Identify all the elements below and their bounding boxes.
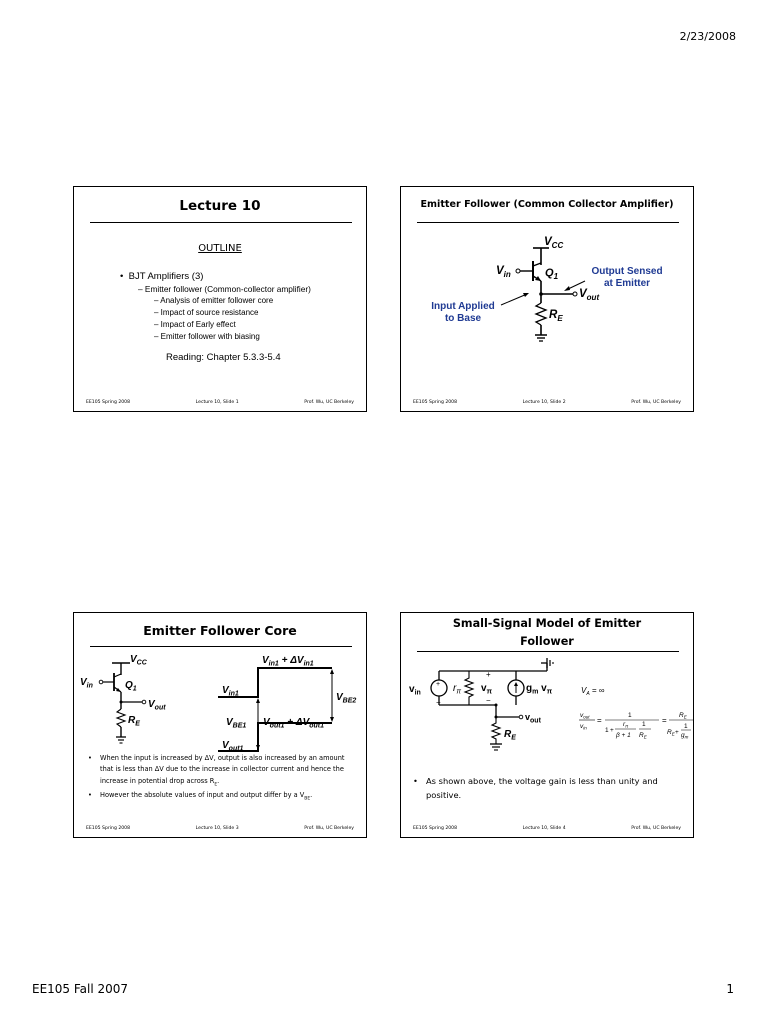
re-label: R [128,715,136,726]
page-number: 1 [726,982,734,996]
slide-title: Lecture 10 [179,198,261,214]
input-note-line1: Input Applied [431,301,495,312]
slide-title: Emitter Follower (Common Collector Amplifier) [420,199,674,210]
vout1-label: $V_{out1}$ [222,740,244,753]
bullet: • BJT Amplifiers (3) [120,271,204,282]
vpi-plus: + [486,670,491,679]
svg-text:RE: $R_E$ [549,309,563,323]
svg-text:Q1: $Q_1$ [545,267,559,281]
vin-label: $v_{in}$ [409,684,421,697]
source-minus: − [436,698,441,707]
gm-vpi-label: $g_m$ $v_\pi$ [526,683,553,696]
gain-equation [579,712,693,740]
slide-footer: EE105 Spring 2008 Lecture 10, Slide 4 Prof. Wu, UC Berkeley [413,826,681,831]
svg-text:Vin: $V_{in}$ [80,677,93,690]
svg-text:Vout: $V_{out}$ [579,288,600,302]
vbe2-label: $V_{BE2}$ [336,692,357,705]
svg-text:=: = [597,716,602,725]
small-signal-model [401,657,695,757]
q1-label: Q [545,267,554,279]
svg-text:Q1: $Q_1$ [125,680,137,693]
vpi-minus: − [486,696,491,705]
vcc-label: V [130,654,137,665]
svg-text:1: 1 [605,727,609,734]
vin1-plus-dvin1-label: $V_{in1} + \Delta V_{in1}$ [262,655,314,668]
vin-label: V [80,677,87,688]
vbe1-label: $V_{BE1}$ [226,717,247,730]
svg-text:vout: $v_{out}$ [580,712,590,720]
reading: Reading: Chapter 5.3.3-5.4 [166,352,281,363]
input-note-line2: to Base [444,313,482,324]
svg-text:VCC: $V_{CC}$ [544,236,564,250]
svg-text:VCC: $V_{CC}$ [130,654,147,667]
q1-label: Q [125,680,133,691]
va-equation: $V_A$ = ∞ [581,686,605,697]
slide4-bullet: • As shown above, the voltage gain is less than unity and positive. [413,776,658,800]
subsub-bullet: – Impact of Early effect [154,320,236,329]
page-footer-course: EE105 Fall 2007 [32,982,129,996]
svg-text:RE: $R_E$ [128,715,140,728]
vout-label: $v_{out}$ [525,712,541,725]
slide-title: Emitter Follower Core [143,623,297,638]
rpi-label: $r_\pi$ [453,683,462,696]
svg-text:1: 1 [684,723,688,730]
output-note-line2: at Emitter [603,278,651,289]
slide-4 [400,612,694,838]
subsub-bullet: – Analysis of emitter follower core [154,296,274,305]
bullet: • However the absolute values of input and output differ by a $V_{BE}$. [88,791,313,802]
title-rule [417,651,679,652]
title-rule [90,222,352,223]
emitter-follower-circuit [401,223,695,413]
sub-bullet: – Emitter follower (Common-collector amplifier) [138,284,311,294]
vout-label: V [148,699,155,710]
svg-text:RE: $R_E$ [679,712,687,720]
re-label: $R_E$ [504,729,516,742]
svg-text:RE: $R_E$ [639,732,647,740]
svg-text:+: + [675,729,679,736]
svg-text:rπ: $r_\pi$ [623,721,629,729]
vin-label: V [496,265,504,277]
vpi-label: $v_\pi$ [481,683,492,696]
vout-label: V [579,288,587,300]
bullet: • When the input is increased by ΔV, output is also increased by an amount that is less than ΔV due to the increase in collector current and hence the increase in potential drop across $R_E$. [88,754,345,787]
subsub-bullet: – Emitter follower with biasing [154,332,260,341]
vin1-label: $V_{in1}$ [222,685,239,698]
slide-1 [73,186,367,412]
svg-text:Vout: $V_{out}$ [148,699,166,712]
slide-title: Small-Signal Model of Emitter Follower [452,617,642,648]
svg-text:β + 1: β + 1 [616,732,631,739]
vcc-label: V [544,236,552,248]
outline-heading: OUTLINE [198,243,242,254]
svg-text:1: 1 [628,712,632,719]
slide-3 [73,612,367,838]
emitter-follower-core-diagram [74,649,368,759]
title-rule [90,646,352,647]
vout1-plus-dvout1-label: $V_{out1} + \Delta V_{out1}$ [263,717,325,730]
slide3-bullets [88,753,356,805]
slide-2 [400,186,694,412]
svg-text:vin: $v_{in}$ [580,723,587,731]
slide-footer: EE105 Spring 2008 Lecture 10, Slide 3 Prof. Wu, UC Berkeley [86,826,354,831]
slide-footer: EE105 Spring 2008 Lecture 10, Slide 2 Prof. Wu, UC Berkeley [413,400,681,405]
slide-footer: EE105 Spring 2008 Lecture 10, Slide 1 Prof. Wu, UC Berkeley [86,400,354,405]
svg-text:Vin: $V_{in}$ [496,265,511,279]
svg-text:=: = [662,716,667,725]
page-date: 2/23/2008 [679,30,736,43]
output-note-line1: Output Sensed [591,266,663,277]
source-plus: + [436,681,441,688]
re-label: R [549,309,558,321]
svg-text:RE: $R_E$ [667,729,675,737]
svg-text:+: + [610,727,614,734]
subsub-bullet: – Impact of source resistance [154,308,259,317]
svg-text:gm: $g_m$ [681,732,689,740]
svg-text:1: 1 [642,721,646,728]
